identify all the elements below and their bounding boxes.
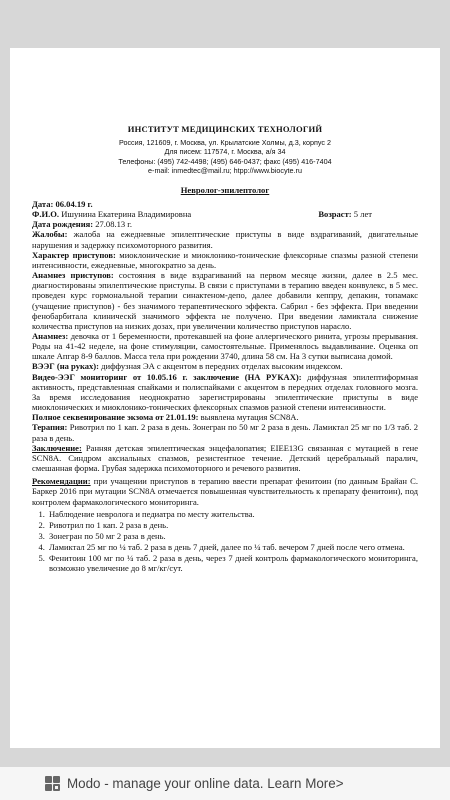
list-item: 3. Зонегран по 50 мг 2 раза в день. [47, 531, 418, 541]
document-page [10, 48, 440, 748]
list-item: 5. Фенитоин 100 мг по ¼ таб. 2 раза в день, через 7 дней контроль фармакологического мониторинга, возможно увеличение до 8 мг/кг/сут. [47, 553, 418, 573]
list-item: 1. Наблюдение невролога и педиатра по месту жительства. [47, 509, 418, 519]
report-body [32, 199, 418, 574]
anamnesis-section: Анамнез: девочка от 1 беременности, протекавшей на фоне аллергического ринита, угрозы прерывания. Роды на 41-42 неделе, на фоне стимуляции, самостоятельные. Применялось выдавливание. Оценка оп шкале Апгар 8-9 баллов. Масса тела при рождении 3740, длина 58 см. На 3 сутки выписана домой. [32, 331, 418, 362]
seizure-type-section: Характер приступов: миоклонические и миоклонико-тонические флексорные спазмы разной степени интенсивности, ежедневные, многократно за день. [32, 249, 418, 270]
modo-ad-banner[interactable] [0, 767, 450, 800]
recommendations-section: Рекомендации: при учащении приступов в терапию ввести препарат фенитоин (по данным Брайан С. Баркер 2016 при мутации SCN8A отмечается повышенная чувствительность к препарату фенитоин), под контролем фармакологического мониторинга. 1. Наблюдение невролога и педиатра по месту жительства. 2. Ривотрил по 1 кап. 2 раза в день. 3. Зонегран по 50 мг 2 раза в день. 4. Ламиктал 25 мг по ¼ таб. 2 раза в день 7 дней, далее по ¼ таб. вечером 7 дней после чего отмена. 5. Фенитоин 100 мг по ¼ таб. 2 раза в день, через 7 дней контроль фармакологического мониторинга, возможно увеличение до 8 мг/кг/сут. [32, 476, 418, 573]
seizure-history-section: Анамнез приступов: состояния в виде вздрагиваний на первом месяце жизни, далее в 2.5 мес. диагностированы эпилептические приступы. В связи с приступами в терапию введен конвулекс, в 5 мес. проведен курс гормональной терапии синактеном-депо, далее добавили кеппру, депакин, топамакс (учащение приступов) - без значимого терапевтического эффекта. Сабрил - без эффекта. При введении фенобарбитала клиническй значимого эффекта не получено. При введении ламиктала снижение количества приступов на низких дозах, при увеличении количество приступов нарасло. [32, 270, 418, 331]
modo-logo-icon [45, 776, 60, 792]
patient-age: 5 лет [353, 209, 372, 220]
exome-section: Полное секвенирование экзома от 21.01.19: выявлена мутация SCN8A. [32, 412, 299, 423]
banner-text[interactable]: Modo - manage your online data. Learn More> [67, 776, 344, 791]
phones-line: Телефоны: (495) 742-4498; (495) 646-0437; факс (495) 416-7404 [118, 156, 332, 166]
date-line: Дата: 06.04.19 г. [32, 198, 93, 209]
eeg-section: ВЭЭГ (на руках): диффузная ЭА с акцентом в передних отделах высоким индексом. [32, 361, 343, 372]
list-item: 4. Ламиктал 25 мг по ¼ таб. 2 раза в день 7 дней, далее по ¼ таб. вечером 7 дней после чего отмена. [47, 542, 418, 552]
postal-line: Для писем: 117574, г. Москва, а/я 34 [164, 147, 286, 157]
list-item: 2. Ривотрил по 1 кап. 2 раза в день. [47, 520, 418, 530]
specialist-title: Невролог-эпилептолог [180, 184, 270, 195]
therapy-section: Терапия: Ривотрил по 1 кап. 2 раза в день. Зонегран по 50 мг 2 раза в день. Ламиктал 25 мг по 1/3 таб. 2 раза в день. [32, 422, 418, 443]
patient-name: Ишунина Екатерина Владимировна [61, 209, 192, 220]
complaints-section: Жалобы: жалоба на ежедневные эпилептические приступы в виде вздрагиваний, двигательные нарушения и задержку психомоторного развития. [32, 229, 418, 250]
conclusion-section: Заключение: Ранняя детская эпилептическая энцефалопатия; EIEE13G связанная с мутацией в гене SCN8A. Синдром аксиальных спазмов, резистентное течение. Детский церебральный паралич, смешанная форма. Грубая задержка психомоторного и речевого развития. [32, 442, 419, 474]
recommendations-list [32, 509, 418, 574]
patient-line: Ф.И.О. Ишунина Екатерина Владимировна Возраст: 5 лет [32, 209, 372, 220]
video-eeg-section: Видео-ЭЭГ мониторинг от 10.05.16 г. заключение (НА РУКАХ): диффузная эпилептиформная активность, представленная спайками и полиспайками с акцентом в передних отделах головного мозга. За время исследования неоднократно зарегистрированы эпилептические приступы в виде миоклонических и миоклонико-тонических флексорных спазмов разной степени интенсивности. [32, 371, 419, 413]
address-line: Россия, 121609, г. Москва, ул. Крылатские Холмы, д.3, корпус 2 [118, 137, 332, 147]
letterhead [32, 125, 418, 176]
email-line: e-mail: inmedtec@mail.ru; htpp://www.biocyte.ru [148, 166, 302, 176]
birth-date-line: Дата рождения: 27.08.13 г. [32, 219, 132, 230]
institution-name: ИНСТИТУТ МЕДИЦИНСКИХ ТЕХНОЛОГИЙ [127, 124, 323, 134]
